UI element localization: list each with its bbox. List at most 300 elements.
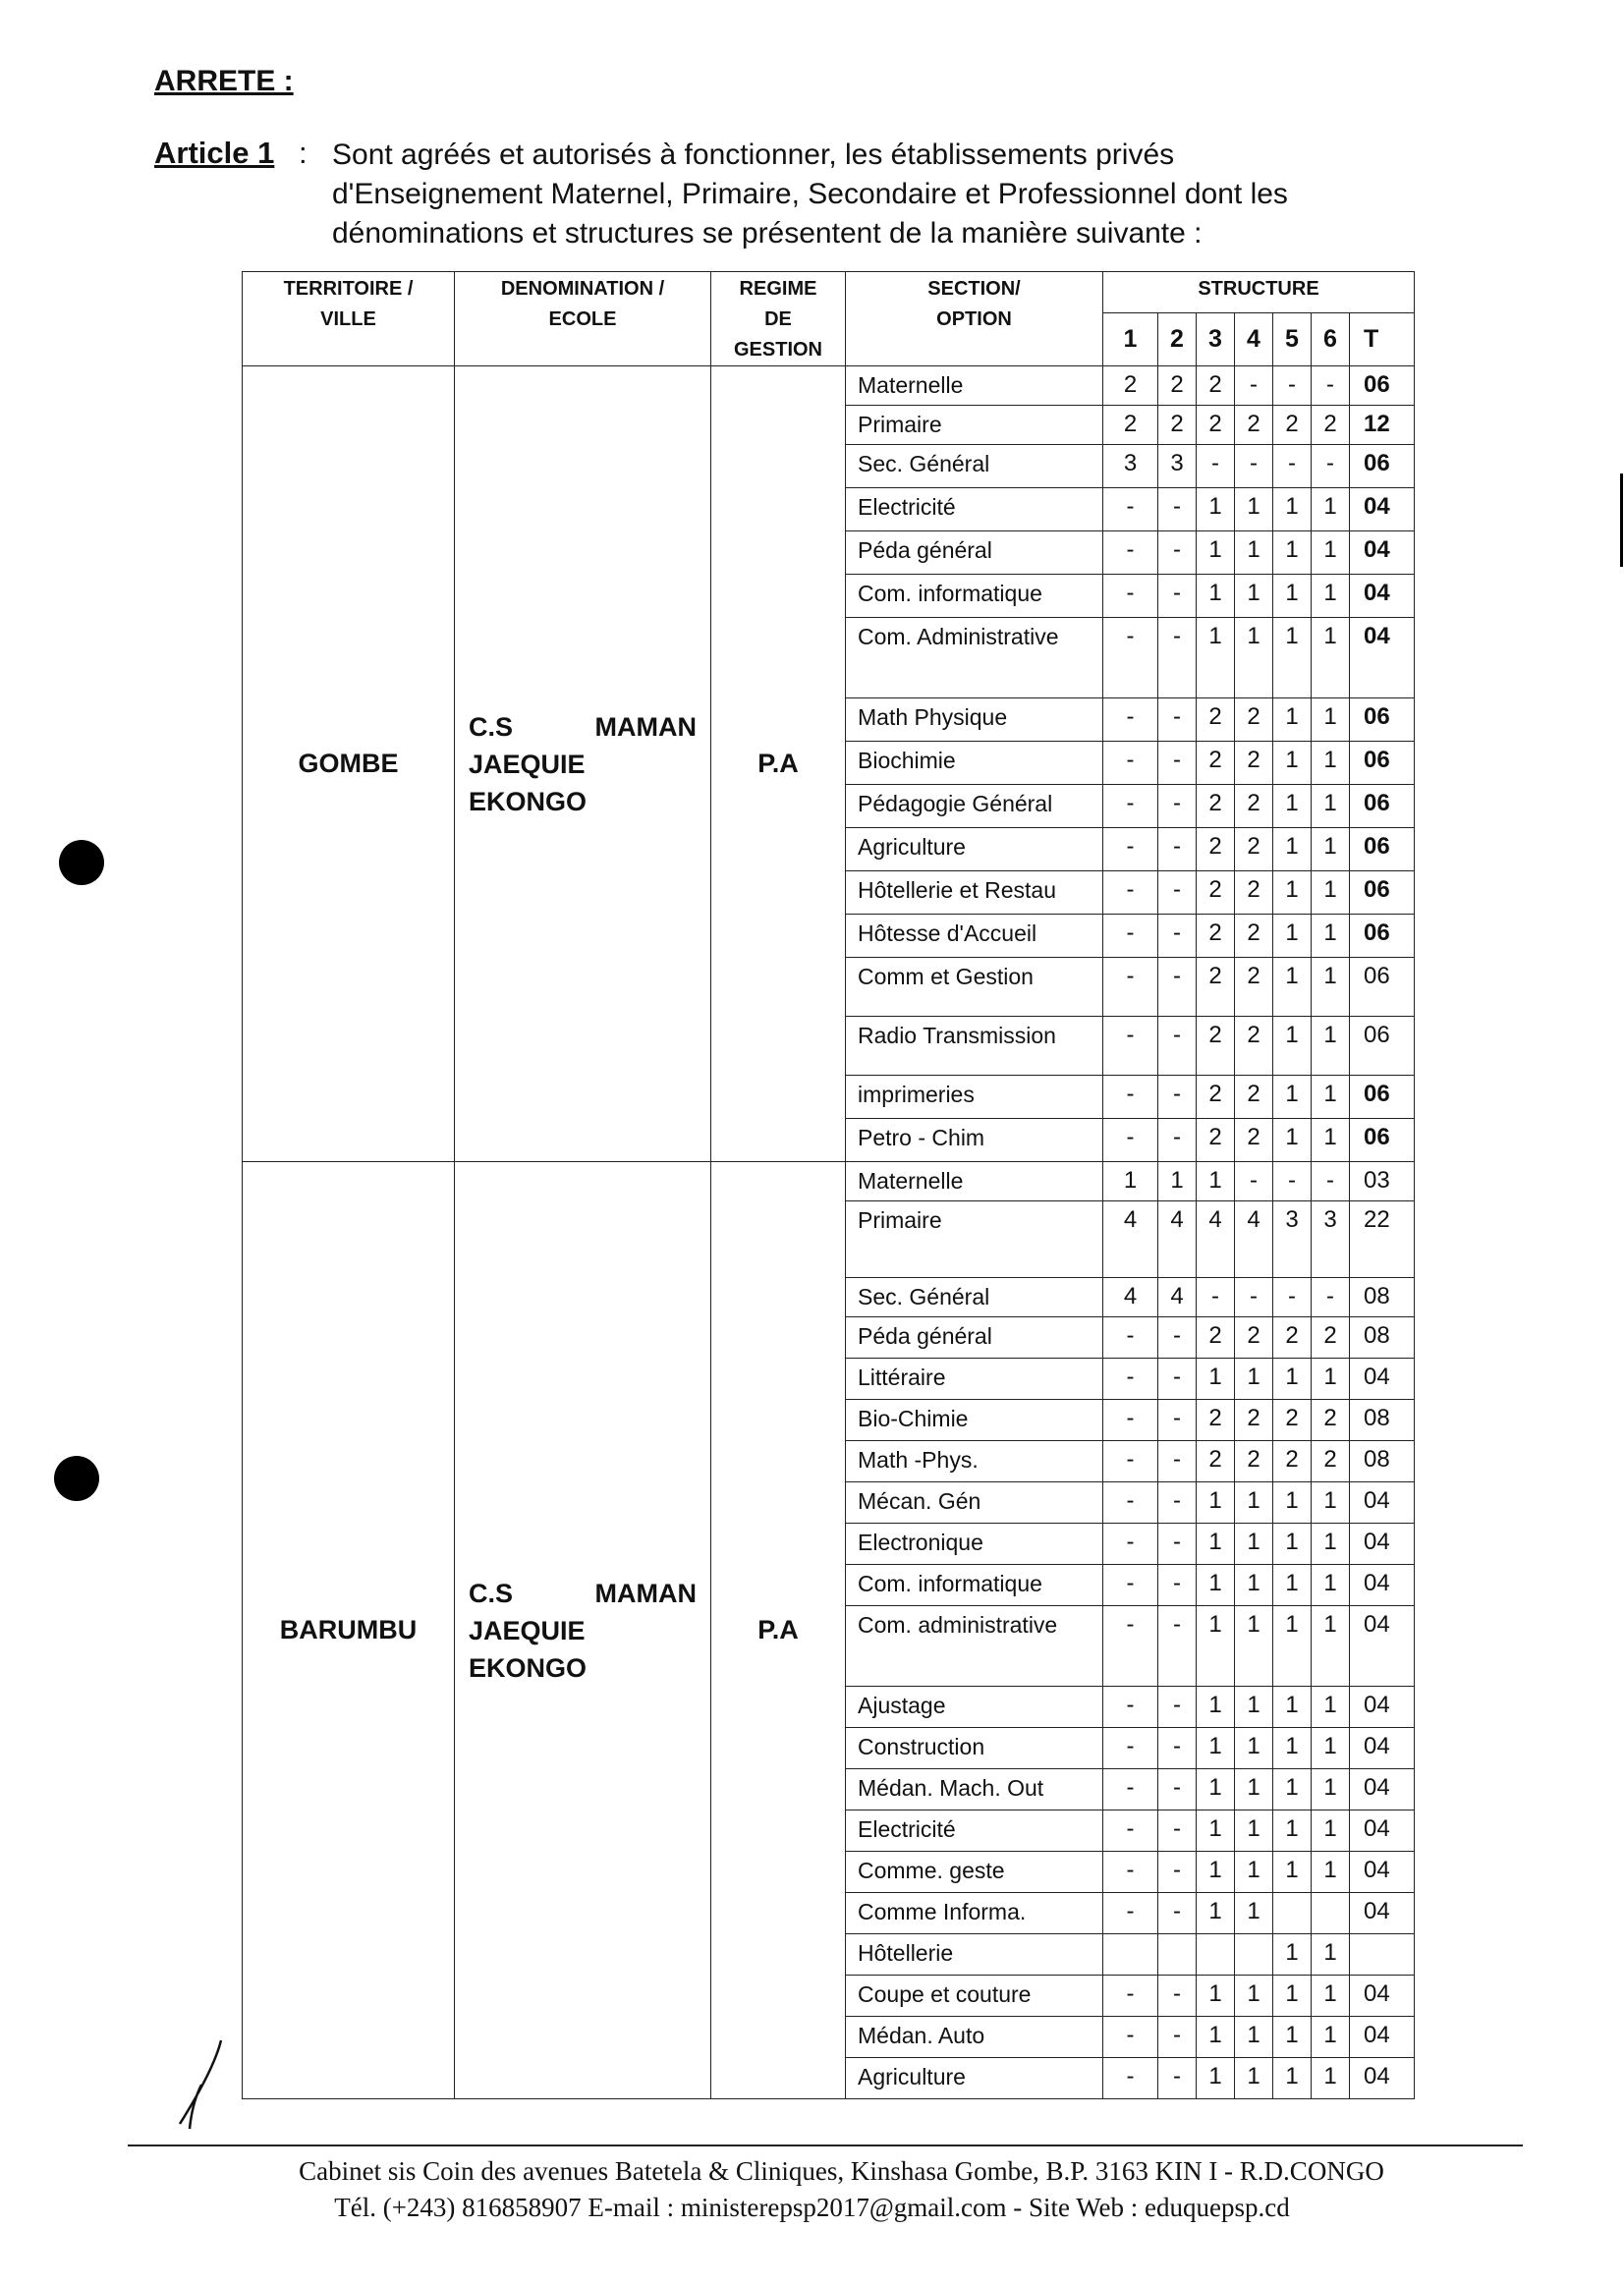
level-2-cell: - — [1158, 1076, 1197, 1119]
level-4-cell: 1 — [1235, 618, 1273, 698]
level-2-cell: - — [1158, 1441, 1197, 1482]
level-2-cell: - — [1158, 915, 1197, 958]
level-1-cell: - — [1103, 1810, 1158, 1852]
level-5-cell — [1273, 1893, 1312, 1934]
article-line: d'Enseignement Maternel, Primaire, Secondaire et Professionnel dont les — [332, 178, 1288, 210]
level-4-cell: 1 — [1235, 1565, 1273, 1606]
table-body — [243, 366, 1415, 2099]
level-2-cell: - — [1158, 1359, 1197, 1400]
option-cell: Electricité — [846, 488, 1103, 531]
level-1-cell: - — [1103, 2017, 1158, 2058]
level-3-cell: 2 — [1197, 1400, 1235, 1441]
option-cell: Com. informatique — [846, 575, 1103, 618]
header-level-5: 5 — [1273, 313, 1312, 366]
territoire-cell: BARUMBU — [243, 1162, 455, 2099]
level-6-cell: 1 — [1312, 1606, 1350, 1687]
header-level-6: 6 — [1312, 313, 1350, 366]
level-3-cell: 1 — [1197, 1524, 1235, 1565]
total-cell: 04 — [1350, 1524, 1415, 1565]
level-4-cell: 2 — [1235, 785, 1273, 828]
level-5-cell: 1 — [1273, 871, 1312, 915]
level-6-cell: 1 — [1312, 871, 1350, 915]
level-6-cell: 1 — [1312, 1810, 1350, 1852]
level-4-cell: 1 — [1235, 531, 1273, 575]
level-1-cell: 1 — [1103, 1162, 1158, 1201]
level-5-cell: 1 — [1273, 742, 1312, 785]
level-1-cell: - — [1103, 1359, 1158, 1400]
level-6-cell: 1 — [1312, 958, 1350, 1017]
level-6-cell: 1 — [1312, 915, 1350, 958]
level-1-cell: - — [1103, 2058, 1158, 2099]
level-3-cell: 1 — [1197, 2058, 1235, 2099]
option-cell: Comme. geste — [846, 1852, 1103, 1893]
level-6-cell: 1 — [1312, 1524, 1350, 1565]
level-4-cell: 1 — [1235, 1769, 1273, 1810]
level-6-cell: 1 — [1312, 1934, 1350, 1976]
footer-address: Cabinet sis Coin des avenues Batetela & Cliniques, Kinshasa Gombe, B.P. 3163 KIN I - R.D.CONGO — [299, 2156, 1384, 2186]
total-cell: 08 — [1350, 1400, 1415, 1441]
level-5-cell: 1 — [1273, 1976, 1312, 2017]
level-5-cell: 1 — [1273, 488, 1312, 531]
level-6-cell: 1 — [1312, 1769, 1350, 1810]
level-1-cell: - — [1103, 1606, 1158, 1687]
level-1-cell: - — [1103, 742, 1158, 785]
total-cell: 12 — [1350, 406, 1415, 445]
level-3-cell: 1 — [1197, 1687, 1235, 1728]
level-5-cell: 1 — [1273, 2017, 1312, 2058]
level-6-cell: 1 — [1312, 1482, 1350, 1524]
level-5-cell: 1 — [1273, 1852, 1312, 1893]
level-4-cell: 1 — [1235, 1606, 1273, 1687]
level-3-cell: 2 — [1197, 698, 1235, 742]
option-cell: Primaire — [846, 1201, 1103, 1278]
level-2-cell: - — [1158, 871, 1197, 915]
level-1-cell: 3 — [1103, 445, 1158, 488]
level-2-cell: - — [1158, 698, 1197, 742]
level-1-cell: - — [1103, 1524, 1158, 1565]
level-1-cell: - — [1103, 1976, 1158, 2017]
level-5-cell: 3 — [1273, 1201, 1312, 1278]
total-cell: 06 — [1350, 445, 1415, 488]
option-cell: Littéraire — [846, 1359, 1103, 1400]
level-4-cell: 1 — [1235, 1728, 1273, 1769]
option-cell: Péda général — [846, 531, 1103, 575]
level-3-cell: 2 — [1197, 1017, 1235, 1076]
level-4-cell: 2 — [1235, 1317, 1273, 1359]
level-3-cell: 2 — [1197, 958, 1235, 1017]
total-cell — [1350, 1934, 1415, 1976]
level-1-cell: - — [1103, 828, 1158, 871]
level-2-cell: - — [1158, 1687, 1197, 1728]
option-cell: Coupe et couture — [846, 1976, 1103, 2017]
level-4-cell: - — [1235, 445, 1273, 488]
total-cell: 06 — [1350, 1119, 1415, 1162]
level-3-cell: 1 — [1197, 1482, 1235, 1524]
level-3-cell: 1 — [1197, 488, 1235, 531]
level-5-cell: 1 — [1273, 2058, 1312, 2099]
level-5-cell: 1 — [1273, 1934, 1312, 1976]
level-5-cell: 1 — [1273, 1017, 1312, 1076]
level-3-cell: 1 — [1197, 575, 1235, 618]
level-3-cell: 1 — [1197, 1810, 1235, 1852]
footer-divider — [128, 2145, 1523, 2146]
level-5-cell: 1 — [1273, 1810, 1312, 1852]
level-6-cell: 1 — [1312, 742, 1350, 785]
schools-table-wrapper — [242, 271, 1415, 2099]
level-4-cell: 2 — [1235, 742, 1273, 785]
level-6-cell: - — [1312, 445, 1350, 488]
level-6-cell: 1 — [1312, 698, 1350, 742]
level-6-cell: 1 — [1312, 575, 1350, 618]
total-cell: 04 — [1350, 1359, 1415, 1400]
level-6-cell: - — [1312, 1278, 1350, 1317]
level-6-cell: 1 — [1312, 1687, 1350, 1728]
level-6-cell: 3 — [1312, 1201, 1350, 1278]
total-cell: 08 — [1350, 1317, 1415, 1359]
level-1-cell: - — [1103, 1728, 1158, 1769]
denomination-word: MAMAN — [594, 711, 697, 742]
header-regime: REGIME DE GESTION — [711, 272, 846, 366]
header-section: SECTION/ OPTION — [846, 272, 1103, 366]
level-3-cell: 1 — [1197, 1852, 1235, 1893]
level-5-cell: 1 — [1273, 531, 1312, 575]
level-1-cell: - — [1103, 1769, 1158, 1810]
binder-hole-bottom — [54, 1456, 99, 1501]
total-cell: 04 — [1350, 1852, 1415, 1893]
level-2-cell: - — [1158, 575, 1197, 618]
denomination-cell — [455, 366, 711, 1162]
level-3-cell: 1 — [1197, 1565, 1235, 1606]
level-5-cell: - — [1273, 366, 1312, 406]
level-1-cell — [1103, 1934, 1158, 1976]
option-cell: Construction — [846, 1728, 1103, 1769]
level-4-cell: 2 — [1235, 871, 1273, 915]
article-label: Article 1 — [154, 136, 275, 170]
level-1-cell: - — [1103, 1482, 1158, 1524]
level-5-cell: - — [1273, 1162, 1312, 1201]
level-5-cell: 1 — [1273, 1606, 1312, 1687]
level-3-cell: 1 — [1197, 1162, 1235, 1201]
option-cell: Electronique — [846, 1524, 1103, 1565]
footer-contact: Tél. (+243) 816858907 E-mail : ministerepsp2017@gmail.com - Site Web : eduquepsp.cd — [334, 2193, 1290, 2222]
denomination-word: JAEQUIE — [469, 749, 586, 779]
level-4-cell: 1 — [1235, 575, 1273, 618]
article-text — [332, 136, 1452, 253]
table-row — [243, 1162, 1415, 1201]
option-cell: Hôtellerie et Restau — [846, 871, 1103, 915]
option-cell: Pédagogie Général — [846, 785, 1103, 828]
option-cell: Ajustage — [846, 1687, 1103, 1728]
schools-table — [242, 271, 1415, 2099]
level-2-cell: - — [1158, 1400, 1197, 1441]
level-4-cell: - — [1235, 1278, 1273, 1317]
total-cell: 04 — [1350, 575, 1415, 618]
option-cell: Biochimie — [846, 742, 1103, 785]
option-cell: Math -Phys. — [846, 1441, 1103, 1482]
total-cell: 06 — [1350, 742, 1415, 785]
total-cell: 06 — [1350, 785, 1415, 828]
level-1-cell: - — [1103, 1852, 1158, 1893]
level-5-cell: 1 — [1273, 785, 1312, 828]
level-3-cell: 1 — [1197, 1769, 1235, 1810]
level-4-cell: 2 — [1235, 1017, 1273, 1076]
denomination-word: C.S — [469, 1578, 514, 1608]
total-cell: 06 — [1350, 1076, 1415, 1119]
level-6-cell: 2 — [1312, 1400, 1350, 1441]
option-cell: Sec. Général — [846, 1278, 1103, 1317]
total-cell: 04 — [1350, 2017, 1415, 2058]
level-1-cell: - — [1103, 618, 1158, 698]
level-2-cell: 4 — [1158, 1201, 1197, 1278]
level-5-cell: 1 — [1273, 1482, 1312, 1524]
level-3-cell: 2 — [1197, 1076, 1235, 1119]
level-2-cell: - — [1158, 1852, 1197, 1893]
level-6-cell: 1 — [1312, 1359, 1350, 1400]
level-5-cell: 1 — [1273, 1728, 1312, 1769]
level-3-cell: 1 — [1197, 2017, 1235, 2058]
total-cell: 04 — [1350, 1893, 1415, 1934]
option-cell: Bio-Chimie — [846, 1400, 1103, 1441]
level-4-cell: 2 — [1235, 1441, 1273, 1482]
option-cell: Hôtellerie — [846, 1934, 1103, 1976]
option-cell: imprimeries — [846, 1076, 1103, 1119]
level-1-cell: - — [1103, 575, 1158, 618]
option-cell: Petro - Chim — [846, 1119, 1103, 1162]
level-5-cell: 1 — [1273, 828, 1312, 871]
level-4-cell: 1 — [1235, 1524, 1273, 1565]
level-3-cell: 2 — [1197, 406, 1235, 445]
option-cell: Comm et Gestion — [846, 958, 1103, 1017]
denomination-word: EKONGO — [469, 786, 588, 816]
level-2-cell: - — [1158, 2058, 1197, 2099]
level-3-cell: 1 — [1197, 618, 1235, 698]
option-cell: Primaire — [846, 406, 1103, 445]
option-cell: Maternelle — [846, 366, 1103, 406]
level-1-cell: - — [1103, 1017, 1158, 1076]
total-cell: 22 — [1350, 1201, 1415, 1278]
level-1-cell: - — [1103, 1687, 1158, 1728]
level-1-cell: 4 — [1103, 1201, 1158, 1278]
option-cell: Electricité — [846, 1810, 1103, 1852]
option-cell: Comme Informa. — [846, 1893, 1103, 1934]
level-2-cell: - — [1158, 531, 1197, 575]
total-cell: 04 — [1350, 1769, 1415, 1810]
article-colon: : — [299, 136, 308, 170]
total-cell: 04 — [1350, 1606, 1415, 1687]
total-cell: 06 — [1350, 828, 1415, 871]
level-6-cell: 1 — [1312, 1017, 1350, 1076]
total-cell: 06 — [1350, 1017, 1415, 1076]
level-5-cell: - — [1273, 1278, 1312, 1317]
level-3-cell: 2 — [1197, 366, 1235, 406]
territoire-cell: GOMBE — [243, 366, 455, 1162]
level-1-cell: - — [1103, 531, 1158, 575]
total-cell: 04 — [1350, 531, 1415, 575]
level-3-cell: 2 — [1197, 828, 1235, 871]
level-2-cell: - — [1158, 1565, 1197, 1606]
level-3-cell: 2 — [1197, 785, 1235, 828]
level-2-cell: - — [1158, 1769, 1197, 1810]
level-6-cell: 2 — [1312, 406, 1350, 445]
level-5-cell: 2 — [1273, 1400, 1312, 1441]
header-denomination: DENOMINATION / ECOLE — [455, 272, 711, 366]
option-cell: Médan. Mach. Out — [846, 1769, 1103, 1810]
decree-heading: ARRETE : — [154, 65, 294, 97]
level-2-cell: - — [1158, 1317, 1197, 1359]
level-4-cell: 2 — [1235, 958, 1273, 1017]
level-4-cell: 1 — [1235, 1687, 1273, 1728]
header-total: T — [1350, 313, 1415, 366]
signature-mark — [172, 2035, 231, 2134]
article-line: dénominations et structures se présentent de la manière suivante : — [332, 217, 1203, 250]
level-1-cell: - — [1103, 1565, 1158, 1606]
level-2-cell: 4 — [1158, 1278, 1197, 1317]
level-2-cell: - — [1158, 742, 1197, 785]
level-3-cell: 2 — [1197, 1119, 1235, 1162]
level-3-cell: 2 — [1197, 1317, 1235, 1359]
total-cell: 04 — [1350, 1976, 1415, 2017]
level-2-cell: - — [1158, 1119, 1197, 1162]
level-4-cell: 2 — [1235, 1076, 1273, 1119]
level-5-cell: 2 — [1273, 1441, 1312, 1482]
level-6-cell: 1 — [1312, 785, 1350, 828]
level-3-cell: 1 — [1197, 1728, 1235, 1769]
level-2-cell: - — [1158, 828, 1197, 871]
level-5-cell: 1 — [1273, 618, 1312, 698]
level-4-cell: 2 — [1235, 828, 1273, 871]
level-2-cell: - — [1158, 1810, 1197, 1852]
total-cell: 08 — [1350, 1278, 1415, 1317]
denomination-word: MAMAN — [594, 1578, 697, 1608]
level-6-cell: 1 — [1312, 1076, 1350, 1119]
table-row — [243, 366, 1415, 406]
level-1-cell: 2 — [1103, 366, 1158, 406]
level-3-cell: 1 — [1197, 1606, 1235, 1687]
level-3-cell: 1 — [1197, 1359, 1235, 1400]
total-cell: 06 — [1350, 366, 1415, 406]
level-6-cell: 2 — [1312, 1441, 1350, 1482]
option-cell: Agriculture — [846, 828, 1103, 871]
level-4-cell: - — [1235, 366, 1273, 406]
level-5-cell: 1 — [1273, 915, 1312, 958]
level-4-cell: 2 — [1235, 1119, 1273, 1162]
option-cell: Péda général — [846, 1317, 1103, 1359]
level-2-cell: 2 — [1158, 406, 1197, 445]
level-6-cell: 2 — [1312, 1317, 1350, 1359]
level-6-cell: 1 — [1312, 1852, 1350, 1893]
level-3-cell: - — [1197, 445, 1235, 488]
level-2-cell: - — [1158, 618, 1197, 698]
level-2-cell: - — [1158, 1893, 1197, 1934]
total-cell: 06 — [1350, 958, 1415, 1017]
level-1-cell: - — [1103, 488, 1158, 531]
level-4-cell: 4 — [1235, 1201, 1273, 1278]
option-cell: Sec. Général — [846, 445, 1103, 488]
level-4-cell: 1 — [1235, 1359, 1273, 1400]
level-1-cell: - — [1103, 1400, 1158, 1441]
scan-edge-mark — [1620, 474, 1623, 567]
level-5-cell: 1 — [1273, 1359, 1312, 1400]
level-2-cell: - — [1158, 1976, 1197, 2017]
level-5-cell: 1 — [1273, 1769, 1312, 1810]
level-6-cell: - — [1312, 1162, 1350, 1201]
header-territoire: TERRITOIRE / VILLE — [243, 272, 455, 366]
level-3-cell: 2 — [1197, 742, 1235, 785]
level-2-cell: - — [1158, 1606, 1197, 1687]
option-cell: Hôtesse d'Accueil — [846, 915, 1103, 958]
header-structure: STRUCTURE — [1103, 272, 1415, 313]
total-cell: 04 — [1350, 2058, 1415, 2099]
level-4-cell: 1 — [1235, 2058, 1273, 2099]
level-4-cell: 1 — [1235, 1810, 1273, 1852]
level-3-cell: 2 — [1197, 871, 1235, 915]
total-cell: 04 — [1350, 1810, 1415, 1852]
level-6-cell: 1 — [1312, 618, 1350, 698]
regime-cell: P.A — [711, 366, 846, 1162]
total-cell: 04 — [1350, 1687, 1415, 1728]
level-1-cell: 4 — [1103, 1278, 1158, 1317]
level-2-cell: - — [1158, 1482, 1197, 1524]
header-level-4: 4 — [1235, 313, 1273, 366]
option-cell: Radio Transmission — [846, 1017, 1103, 1076]
option-cell: Com. Administrative — [846, 618, 1103, 698]
level-3-cell — [1197, 1934, 1235, 1976]
level-6-cell: 1 — [1312, 2017, 1350, 2058]
level-5-cell: 1 — [1273, 575, 1312, 618]
total-cell: 04 — [1350, 1728, 1415, 1769]
level-1-cell: - — [1103, 1076, 1158, 1119]
level-2-cell — [1158, 1934, 1197, 1976]
denomination-word: C.S — [469, 711, 514, 742]
level-5-cell: 2 — [1273, 1317, 1312, 1359]
level-3-cell: 2 — [1197, 915, 1235, 958]
level-6-cell: 1 — [1312, 1565, 1350, 1606]
level-4-cell: 1 — [1235, 1852, 1273, 1893]
header-level-3: 3 — [1197, 313, 1235, 366]
level-3-cell: 1 — [1197, 1976, 1235, 2017]
level-1-cell: - — [1103, 698, 1158, 742]
level-4-cell: 1 — [1235, 1976, 1273, 2017]
level-4-cell: 1 — [1235, 1482, 1273, 1524]
level-6-cell: 1 — [1312, 1119, 1350, 1162]
level-6-cell: 1 — [1312, 1976, 1350, 2017]
total-cell: 04 — [1350, 1482, 1415, 1524]
level-5-cell: 1 — [1273, 958, 1312, 1017]
level-6-cell: - — [1312, 366, 1350, 406]
option-cell: Com. informatique — [846, 1565, 1103, 1606]
denomination-cell — [455, 1162, 711, 2099]
level-3-cell: - — [1197, 1278, 1235, 1317]
level-3-cell: 1 — [1197, 531, 1235, 575]
level-2-cell: 1 — [1158, 1162, 1197, 1201]
total-cell: 06 — [1350, 698, 1415, 742]
level-2-cell: - — [1158, 1017, 1197, 1076]
level-5-cell: 1 — [1273, 698, 1312, 742]
level-5-cell: 1 — [1273, 1076, 1312, 1119]
level-4-cell: 1 — [1235, 488, 1273, 531]
level-3-cell: 1 — [1197, 1893, 1235, 1934]
level-1-cell: - — [1103, 1119, 1158, 1162]
level-4-cell: 1 — [1235, 2017, 1273, 2058]
level-5-cell: 1 — [1273, 1565, 1312, 1606]
option-cell: Agriculture — [846, 2058, 1103, 2099]
level-4-cell: 2 — [1235, 915, 1273, 958]
total-cell: 06 — [1350, 915, 1415, 958]
level-4-cell: 2 — [1235, 1400, 1273, 1441]
level-6-cell: 1 — [1312, 488, 1350, 531]
level-1-cell: - — [1103, 871, 1158, 915]
level-1-cell: - — [1103, 915, 1158, 958]
